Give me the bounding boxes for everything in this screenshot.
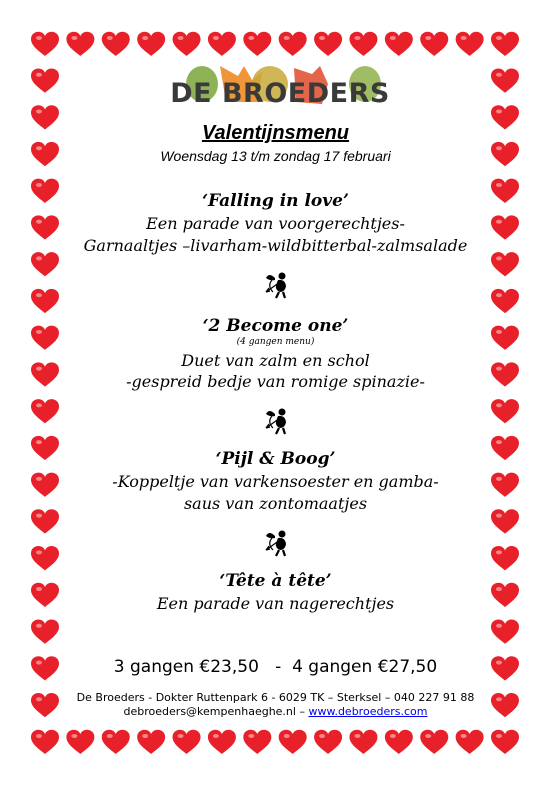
heart-icon bbox=[456, 730, 484, 754]
heart-icon bbox=[31, 68, 59, 92]
heart-icon bbox=[31, 473, 59, 497]
heart-icon bbox=[279, 32, 307, 56]
heart-icon bbox=[208, 32, 236, 56]
cupid-icon bbox=[263, 404, 295, 436]
heart-icon bbox=[31, 326, 59, 350]
heart-icon bbox=[491, 362, 519, 386]
heart-icon bbox=[31, 620, 59, 644]
heart-icon bbox=[385, 730, 413, 754]
heart-icon bbox=[491, 105, 519, 129]
heart-icon bbox=[491, 620, 519, 644]
heart-icon bbox=[314, 32, 342, 56]
heart-icon bbox=[137, 730, 165, 754]
heart-icon bbox=[491, 509, 519, 533]
heart-icon bbox=[208, 730, 236, 754]
course-4-line-1: Een parade van nagerechtjes bbox=[156, 594, 395, 613]
footer-contact bbox=[60, 705, 491, 718]
heart-icon bbox=[385, 32, 413, 56]
heart-icon bbox=[31, 362, 59, 386]
heart-icon bbox=[137, 32, 165, 56]
website-link[interactable]: www.debroeders.com bbox=[308, 705, 428, 718]
heart-icon bbox=[31, 583, 59, 607]
heart-icon bbox=[491, 436, 519, 460]
course-2-line-2: -gespreid bedje van romige spinazie- bbox=[126, 372, 425, 391]
heart-icon bbox=[31, 289, 59, 313]
cupid-icon bbox=[263, 268, 295, 300]
heart-icon bbox=[456, 32, 484, 56]
heart-icon bbox=[31, 546, 59, 570]
heart-icon bbox=[31, 105, 59, 129]
cupid-icon bbox=[263, 526, 295, 558]
course-2-line-1: Duet van zalm en schol bbox=[181, 351, 370, 370]
footer-address: De Broeders - Dokter Ruttenpark 6 - 6029 TK – Sterksel – 040 227 91 88 bbox=[76, 691, 475, 704]
heart-icon bbox=[31, 656, 59, 680]
heart-icon bbox=[31, 32, 59, 56]
heart-icon bbox=[491, 730, 519, 754]
footer-email[interactable]: debroeders@kempenhaeghe.nl bbox=[123, 705, 296, 718]
heart-icon bbox=[491, 32, 519, 56]
course-1-title: ‘Falling in love’ bbox=[202, 191, 349, 211]
heart-icon bbox=[173, 32, 201, 56]
heart-icon bbox=[491, 215, 519, 239]
heart-icon bbox=[420, 730, 448, 754]
footer-separator: – bbox=[295, 705, 309, 718]
heart-icon bbox=[173, 730, 201, 754]
course-3-line-2: saus van zontomaatjes bbox=[183, 494, 368, 513]
logo-text: DE BROEDERS bbox=[170, 78, 390, 109]
heart-icon bbox=[420, 32, 448, 56]
course-1-line-2: Garnaaltjes –livarham-wildbitterbal-zalmsalade bbox=[83, 236, 468, 255]
heart-icon bbox=[66, 32, 94, 56]
heart-icon bbox=[491, 583, 519, 607]
heart-icon bbox=[102, 32, 130, 56]
heart-icon bbox=[31, 730, 59, 754]
heart-icon bbox=[31, 399, 59, 423]
heart-icon bbox=[349, 32, 377, 56]
heart-icon bbox=[31, 436, 59, 460]
course-1-line-1: Een parade van voorgerechtjes- bbox=[146, 214, 405, 233]
heart-icon bbox=[491, 473, 519, 497]
heart-icon bbox=[349, 730, 377, 754]
course-2-title: ‘2 Become one’ bbox=[202, 316, 349, 336]
heart-icon bbox=[491, 399, 519, 423]
heart-icon bbox=[491, 179, 519, 203]
heart-icon bbox=[243, 32, 271, 56]
heart-icon bbox=[491, 252, 519, 276]
heart-icon bbox=[31, 252, 59, 276]
heart-icon bbox=[31, 215, 59, 239]
heart-icon bbox=[491, 546, 519, 570]
heart-icon bbox=[491, 142, 519, 166]
heart-icon bbox=[491, 656, 519, 680]
heart-icon bbox=[31, 142, 59, 166]
heart-icon bbox=[491, 326, 519, 350]
heart-icon bbox=[31, 179, 59, 203]
course-3-title: ‘Pijl & Boog’ bbox=[215, 449, 336, 469]
logo bbox=[160, 62, 400, 112]
heart-icon bbox=[243, 730, 271, 754]
date-range: Woensdag 13 t/m zondag 17 februari bbox=[160, 148, 391, 164]
heart-icon bbox=[66, 730, 94, 754]
heart-icon bbox=[31, 509, 59, 533]
course-3-line-1: -Koppeltje van varkensoester en gamba- bbox=[112, 472, 439, 491]
heart-icon bbox=[279, 730, 307, 754]
heart-icon bbox=[491, 289, 519, 313]
course-4-title: ‘Tête à tête’ bbox=[219, 571, 332, 591]
heart-icon bbox=[491, 68, 519, 92]
page-title: Valentijnsmenu bbox=[201, 122, 350, 144]
course-2-note: (4 gangen menu) bbox=[236, 337, 315, 347]
heart-icon bbox=[314, 730, 342, 754]
heart-icon bbox=[102, 730, 130, 754]
prices: 3 gangen €23,50 - 4 gangen €27,50 bbox=[113, 657, 438, 677]
